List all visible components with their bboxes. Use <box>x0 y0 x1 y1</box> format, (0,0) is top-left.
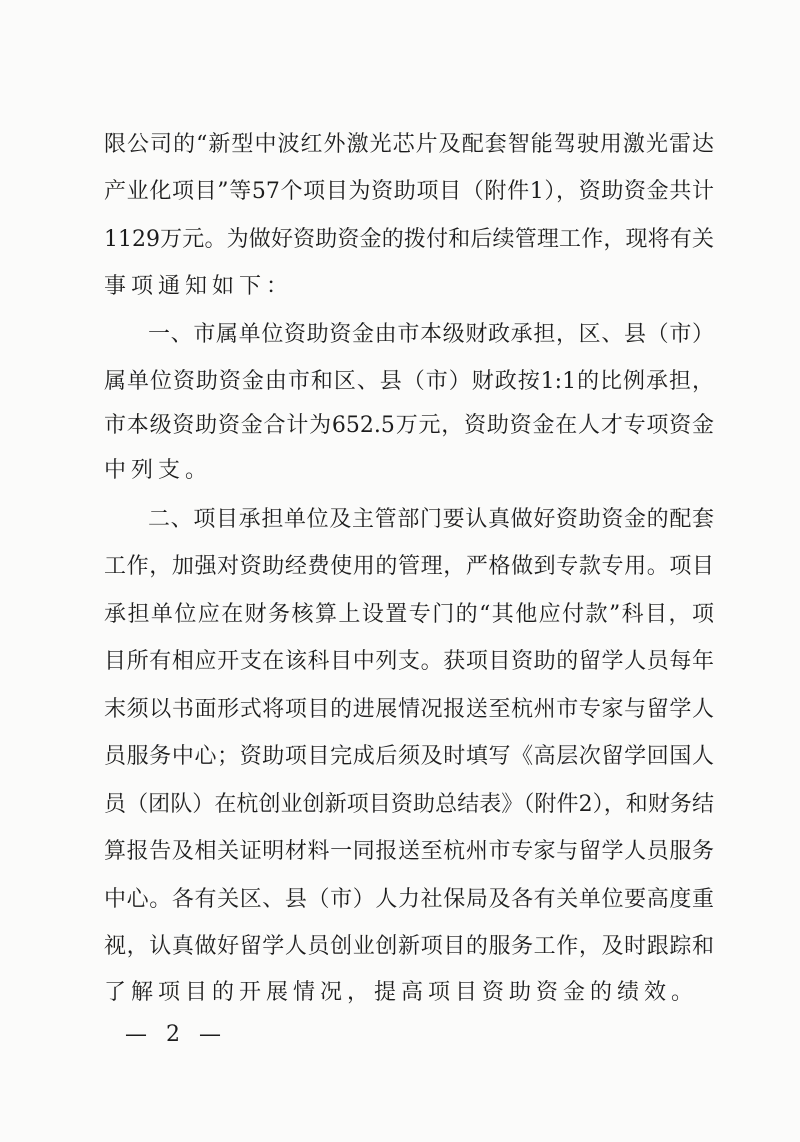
page-number: — 2 — <box>125 1022 227 1047</box>
text-line: 产业化项目”等57个项目为资助项目（附件1），资助资金共计 <box>104 179 714 204</box>
text-line: 目所有相应开支在该科目中列支。获项目资助的留学人员每年 <box>104 649 714 674</box>
paragraph-two-start: 二、项目承担单位及主管部门要认真做好资助资金的配套 <box>148 507 714 532</box>
text-line: 员（团队）在杭创业创新项目资助总结表》（附件2），和财务结 <box>104 792 714 817</box>
text-line: 了解项目的开展情况，提高项目资助资金的绩效。 <box>104 980 699 1005</box>
text-line: 中心。各有关区、县（市）人力社保局及各有关单位要高度重 <box>104 887 714 912</box>
text-line: 视，认真做好留学人员创业创新项目的服务工作，及时跟踪和 <box>104 934 714 959</box>
text-line: 工作，加强对资助经费使用的管理，严格做到专款专用。项目 <box>104 554 714 579</box>
text-line: 中列支。 <box>104 458 213 483</box>
text-line: 算报告及相关证明材料一同报送至杭州市专家与留学人员服务 <box>104 839 714 864</box>
text-line: 事项通知如下： <box>104 274 294 299</box>
paragraph-one-start: 一、市属单位资助资金由市本级财政承担，区、县（市） <box>148 322 714 347</box>
text-line: 承担单位应在财务核算上设置专门的“其他应付款”科目，项 <box>104 602 714 627</box>
text-line: 员服务中心；资助项目完成后须及时填写《高层次留学回国人 <box>104 744 714 769</box>
text-line: 限公司的“新型中波红外激光芯片及配套智能驾驶用激光雷达 <box>104 132 714 157</box>
text-line: 属单位资助资金由市和区、县（市）财政按1:1的比例承担， <box>104 369 714 394</box>
text-line: 市本级资助资金合计为652.5万元，资助资金在人才专项资金 <box>104 413 714 438</box>
text-line: 末须以书面形式将项目的进展情况报送至杭州市专家与留学人 <box>104 697 714 722</box>
text-line: 1129万元。为做好资助资金的拨付和后续管理工作，现将有关 <box>104 227 714 252</box>
